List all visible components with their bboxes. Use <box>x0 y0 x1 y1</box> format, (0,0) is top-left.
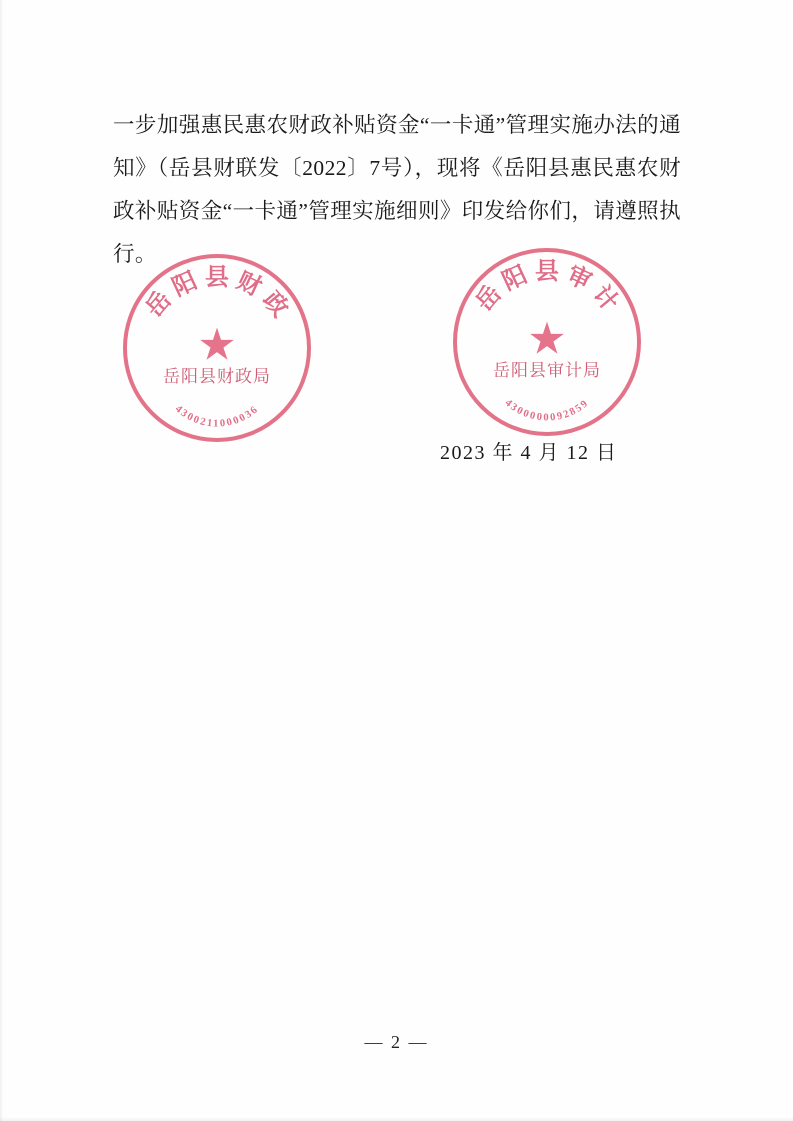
finance-seal-serial: 4300211000036 <box>172 403 262 430</box>
svg-text:岳 阳 县 审 计 <box>471 258 624 317</box>
finance-seal-center-label: 岳阳县财政局 <box>163 367 271 386</box>
svg-text:4300211000036 <box>173 404 261 430</box>
audit-seal-center-label: 岳阳县审计局 <box>493 361 601 380</box>
finance-seal-arc-label: 岳 阳 县 财 政 <box>141 264 293 323</box>
svg-text:岳 阳 县 财 政 <box>141 264 294 323</box>
audit-seal-inner <box>457 252 637 432</box>
finance-bureau-seal <box>123 254 311 442</box>
seal-row <box>113 248 681 448</box>
document-body-paragraph: 一步加强惠民惠农财政补贴资金“一卡通”管理实施办法的通知》（岳县财联发〔2022〕7号），现将《岳阳县惠民惠农财政补贴资金“一卡通”管理实施细则》印发给你们，请遵照执行。 <box>113 113 681 266</box>
audit-seal-star-icon: ★ <box>527 314 567 364</box>
page-number: — 2 — <box>364 1032 429 1052</box>
page-edge-shadow-left <box>0 0 3 1121</box>
finance-seal-inner <box>127 258 307 438</box>
finance-seal-star-icon: ★ <box>197 320 237 370</box>
audit-bureau-seal <box>453 248 641 436</box>
audit-seal-arc-label: 岳 阳 县 审 计 <box>471 258 623 317</box>
svg-text:4300000092859 <box>503 397 592 423</box>
document-date: 2023 年 4 月 12 日 <box>440 442 618 464</box>
page-edge-shadow-bottom <box>0 1117 793 1121</box>
audit-seal-serial: 4300000092859 <box>502 397 592 424</box>
